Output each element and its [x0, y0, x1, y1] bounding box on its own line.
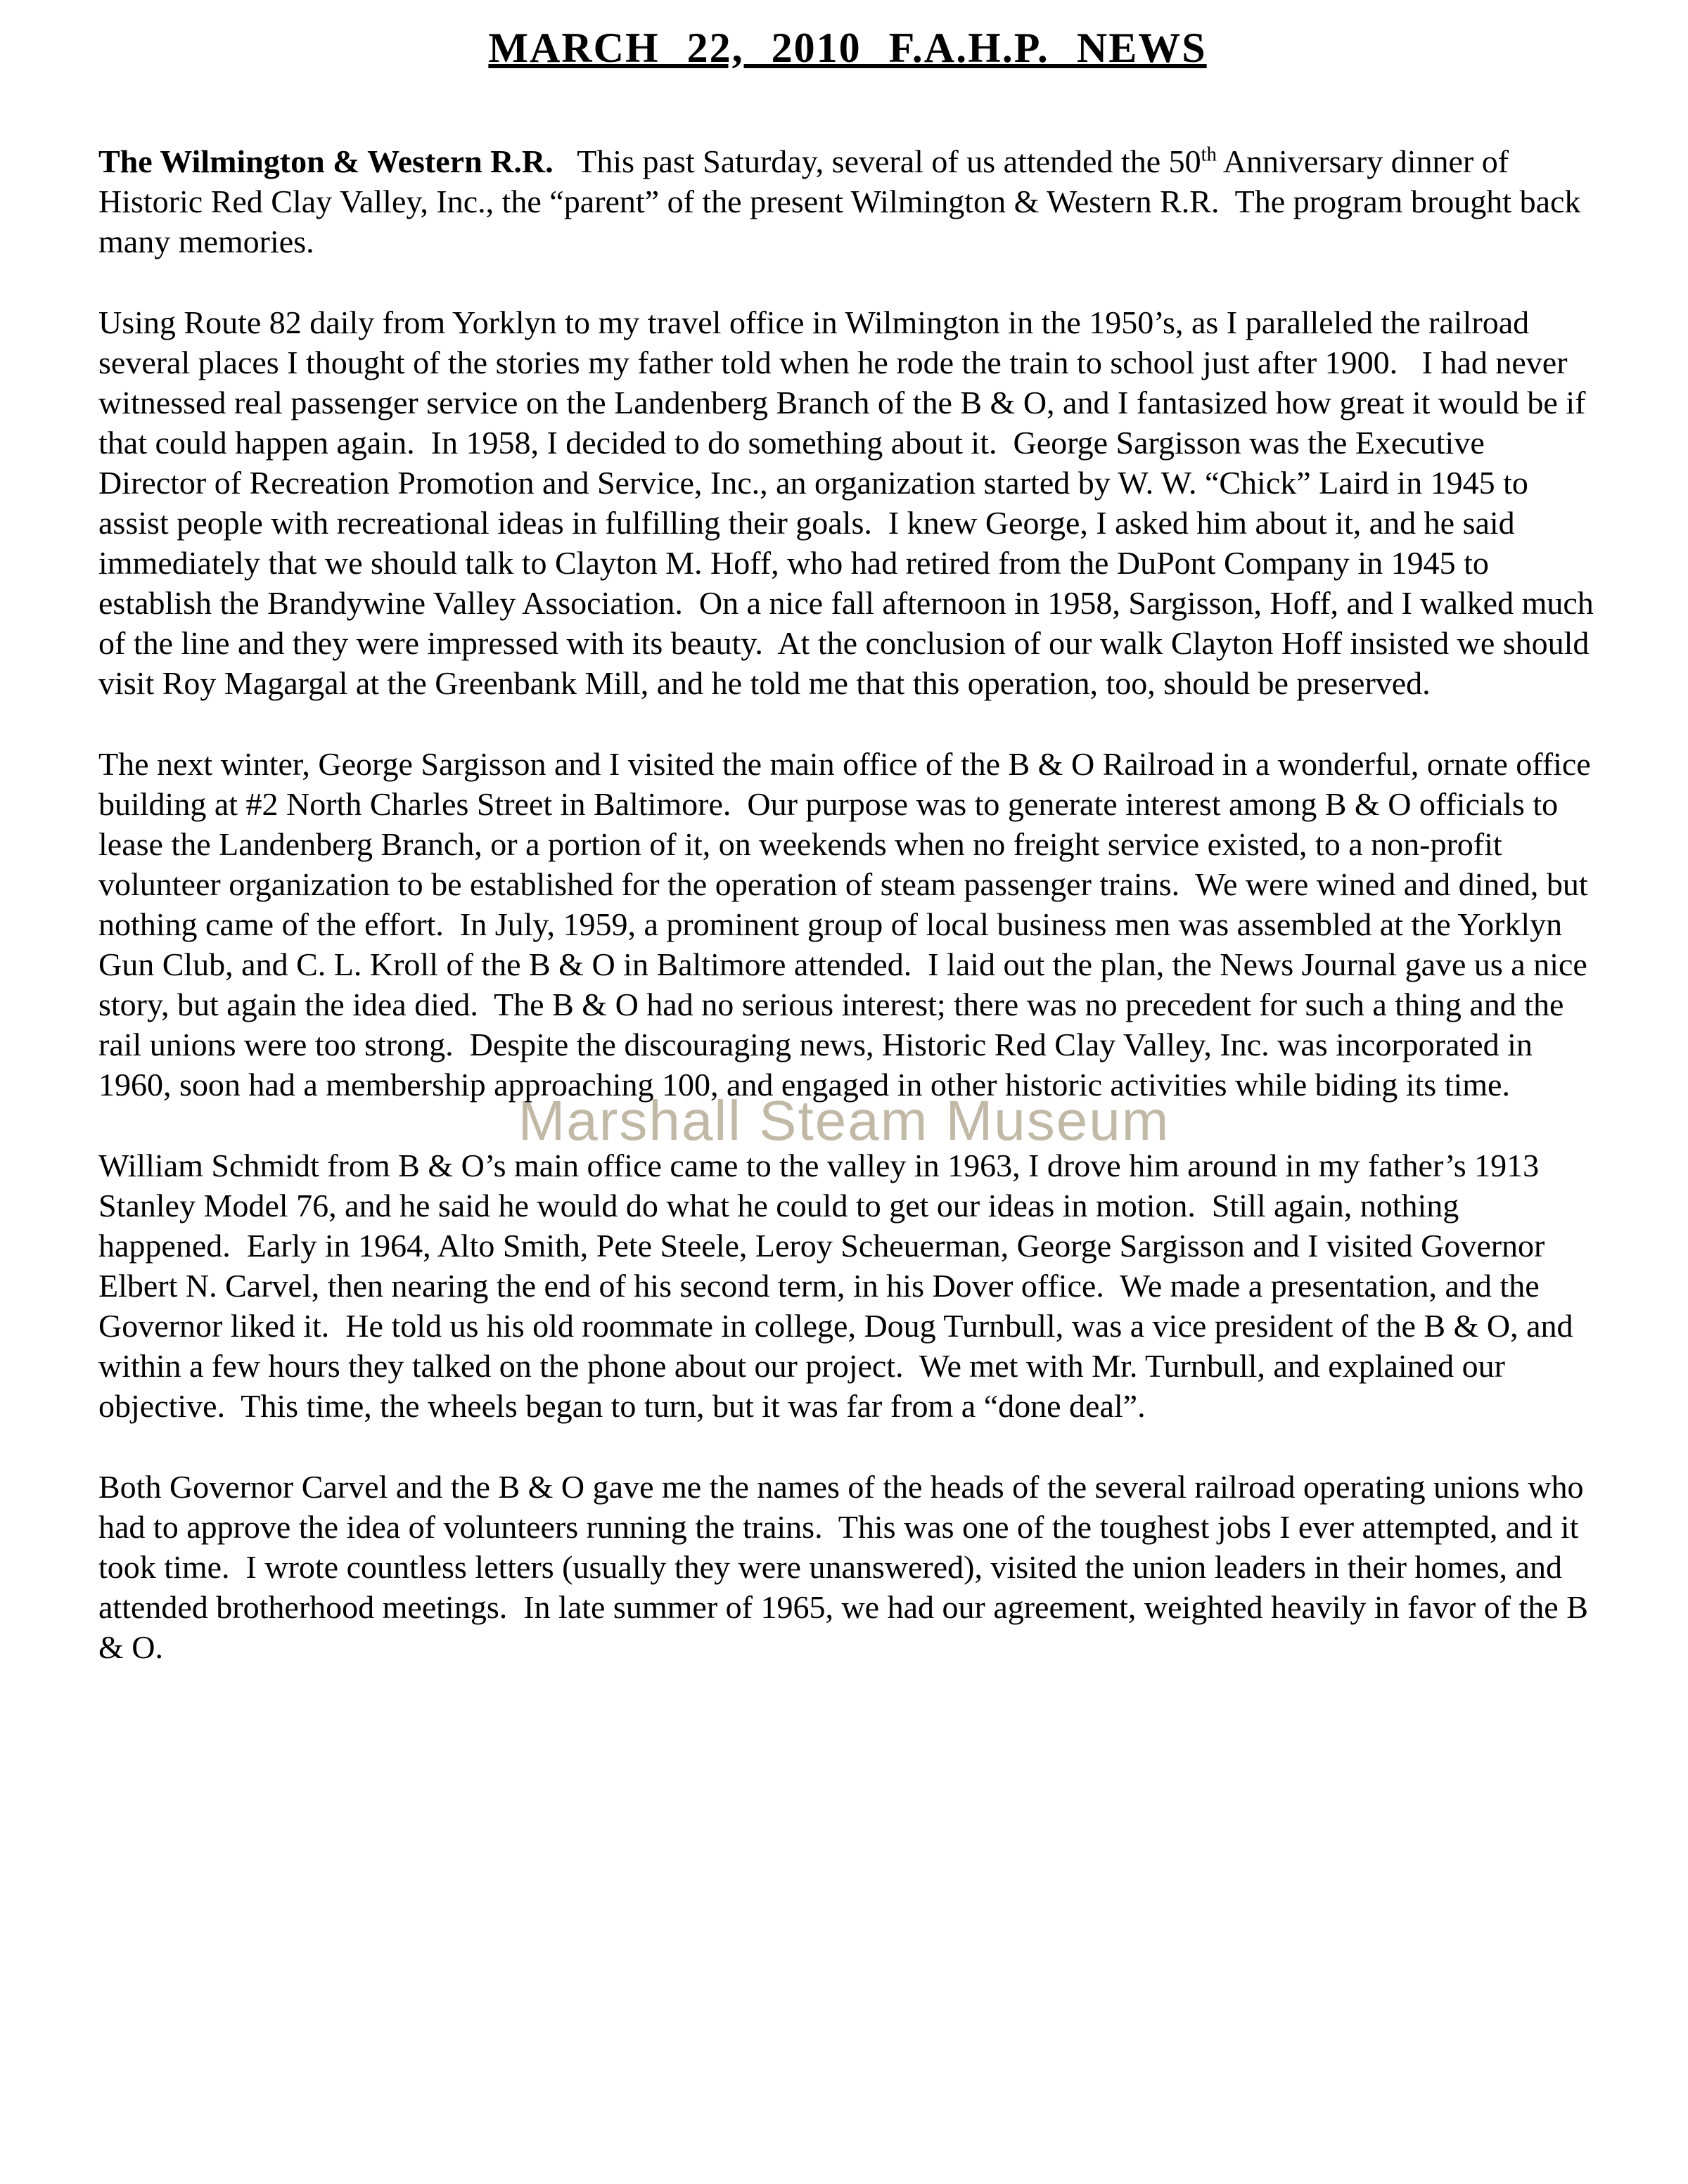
watermark: Marshall Steam Museum [518, 1089, 1170, 1152]
paragraph-1-text-after-superscript: Anniversary dinner of Historic Red Clay Valley, Inc., the “parent” of the present Wilmington & Western R.R. The program brought back many memories. [98, 143, 1589, 259]
paragraph-1-lead: The Wilmington & Western R.R. [98, 143, 554, 179]
paragraph-5: Both Governor Carvel and the B & O gave me the names of the heads of the several railroad operating unions who had to approve the idea of volunteers running the trains. This was one of the toughest jobs I ever attempted, and it took time. I wrote countless letters (usually they were unanswered), visited the union leaders in their homes, and attended brotherhood meetings. In late summer of 1965, we had our agreement, weighted heavily in favor of the B & O. [98, 1469, 1597, 1665]
paragraph-2: Using Route 82 daily from Yorklyn to my travel office in Wilmington in the 1950’s, as I paralleled the railroad several places I thought of the stories my father told when he rode the train to school just after 1900. I had never witnessed real passenger service on the Landenberg Branch of the B & O, and I fantasized how great it would be if that could happen again. In 1958, I decided to do something about it. George Sargisson was the Executive Director of Recreation Promotion and Service, Inc., an organization started by W. W. “Chick” Laird in 1945 to assist people with recreational ideas in fulfilling their goals. I knew George, I asked him about it, and he said immediately that we should talk to Clayton M. Hoff, who had retired from the DuPont Company in 1945 to establish the Brandywine Valley Association. On a nice fall afternoon in 1958, Sargisson, Hoff, and I walked much of the line and they were impressed with its beauty. At the conclusion of our walk Clayton Hoff insisted we should visit Roy Magargal at the Greenbank Mill, and he told me that this operation, too, should be preserved. [98, 304, 1602, 701]
paragraph-1-text-before-superscript: This past Saturday, several of us attended the 50 [553, 143, 1201, 179]
paragraph-4: William Schmidt from B & O’s main office came to the valley in 1963, I drove him around in my father’s 1913 Stanley Model 76, and he said he would do what he could to get our ideas in motion. Still again, nothing happened. Early in 1964, Alto Smith, Pete Steele, Leroy Scheuerman, George Sargisson and I visited Governor Elbert N. Carvel, then nearing the end of his second term, in his Dover office. We made a presentation, and the Governor liked it. He told us his old roommate in college, Doug Turnbull, was a vice president of the B & O, and within a few hours they talked on the phone about our project. We met with Mr. Turnbull, and explained our objective. This time, the wheels began to turn, but it was far from a “done deal”. [98, 1148, 1582, 1424]
paragraph-1 [98, 141, 1597, 262]
paragraph-1-superscript: th [1201, 143, 1217, 166]
document-body [98, 141, 1602, 1667]
paragraph-3: The next winter, George Sargisson and I visited the main office of the B & O Railroad in a wonderful, ornate office building at #2 North Charles Street in Baltimore. Our purpose was to generate interest among B & O officials to lease the Landenberg Branch, or a portion of it, on weekends when no freight service existed, to a non-profit volunteer organization to be established for the operation of steam passenger trains. We were wined and dined, but nothing came of the effort. In July, 1959, a prominent group of local business men was assembled at the Yorklyn Gun Club, and C. L. Kroll of the B & O in Baltimore attended. I laid out the plan, the News Journal gave us a nice story, but again the idea died. The B & O had no serious interest; there was no precedent for such a thing and the rail unions were too strong. Despite the discouraging news, Historic Red Clay Valley, Inc. was incorporated in 1960, soon had a membership approaching 100, and engaged in other historic activities while biding its time. [98, 746, 1599, 1103]
document-title: MARCH 22, 2010 F.A.H.P. NEWS [488, 25, 1207, 71]
